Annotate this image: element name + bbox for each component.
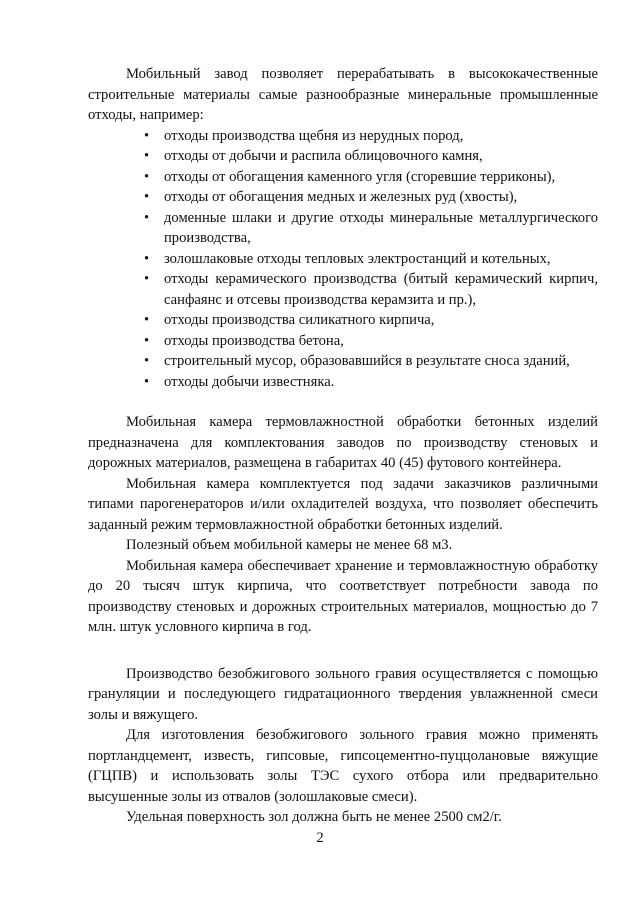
bullet-icon: • [144,373,150,390]
bullet-icon: • [144,250,150,267]
bullet-icon: • [144,209,150,226]
list-item: • строительный мусор, образовавшийся в результате сноса зданий, [162,351,598,372]
intro-paragraph: Мобильный завод позволяет перерабатывать в высококачественные строительные материалы самые разнообразные минеральные промышленные отходы, например: [88,66,598,123]
list-item: • отходы производства щебня из нерудных пород, [162,126,598,147]
section-gap [88,392,598,412]
list-item: • золошлаковые отходы тепловых электростанций и котельных, [162,249,598,270]
list-item: • доменные шлаки и другие отходы минеральные металлургического производства, [144,209,598,246]
document-page [88,64,598,828]
gravel-paragraph-surface: Удельная поверхность зол должна быть не менее 2500 см2/г. [126,809,502,825]
list-item: • отходы от добычи и распила облицовочного камня, [162,146,598,167]
bullet-icon: • [144,168,150,185]
bullet-icon: • [144,312,150,328]
bullet-icon: • [144,332,150,349]
list-item: • отходы производства силикатного кирпича, [162,310,598,331]
list-item: • отходы от обогащения медных и железных руд (хвосты), [162,187,598,208]
bullet-icon: • [144,353,150,369]
camera-paragraph-equipment: Мобильная камера комплектуется под задачи заказчиков различными типами парогенераторов и/или охладителей воздуха, что позволяет обеспечить заданный режим термовлажностной обработки бетонных изделий. [88,475,598,533]
list-item: • отходы от обогащения каменного угля (сгоревшие терриконы), [162,167,598,188]
gravel-paragraph-production: Производство безобжигового зольного гравия осуществляется с помощью грануляции и последующего гидратационного твердения увлажненной смеси золы и вяжущего. [88,665,598,723]
bullet-icon: • [144,127,150,144]
list-item: • отходы производства бетона, [162,331,598,352]
section-gap [88,638,598,664]
list-item: • отходы керамического производства (битый керамический кирпич, санфаянс и отсевы производства керамзита и пр.), [144,271,598,308]
bullet-icon: • [144,148,150,164]
gravel-paragraph-binders: Для изготовления безобжигового зольного гравия можно применять портландцемент, известь, гипсовые, гипсоцементно-пуццолановые вяжущие (ГЦПВ) и использовать золы ТЭС сухого отбора или предварительно высушенные золы из отвалов (золошлаковые смеси). [88,727,598,805]
list-item: • отходы добычи известняка. [162,372,598,393]
bullet-icon: • [144,189,150,205]
camera-paragraph-volume: Полезный объем мобильной камеры не менее 68 м3. [126,537,453,553]
camera-paragraph-capacity: Мобильная камера обеспечивает хранение и термовлажностную обработку до 20 тысяч штук кирпича, что соответствует потребности завода по производству стеновых и дорожных строительных материалов, мощностью до 7 млн. штук условного кирпича в год. [88,557,598,635]
waste-list [88,126,598,393]
page-number: 2 [316,830,324,846]
bullet-icon: • [144,271,150,287]
camera-paragraph-purpose: Мобильная камера термовлажностной обработки бетонных изделий предназначена для комплектования заводов по производству стеновых и дорожных материалов, размещена в габаритах 40 (45) футового контейнера. [88,414,598,471]
